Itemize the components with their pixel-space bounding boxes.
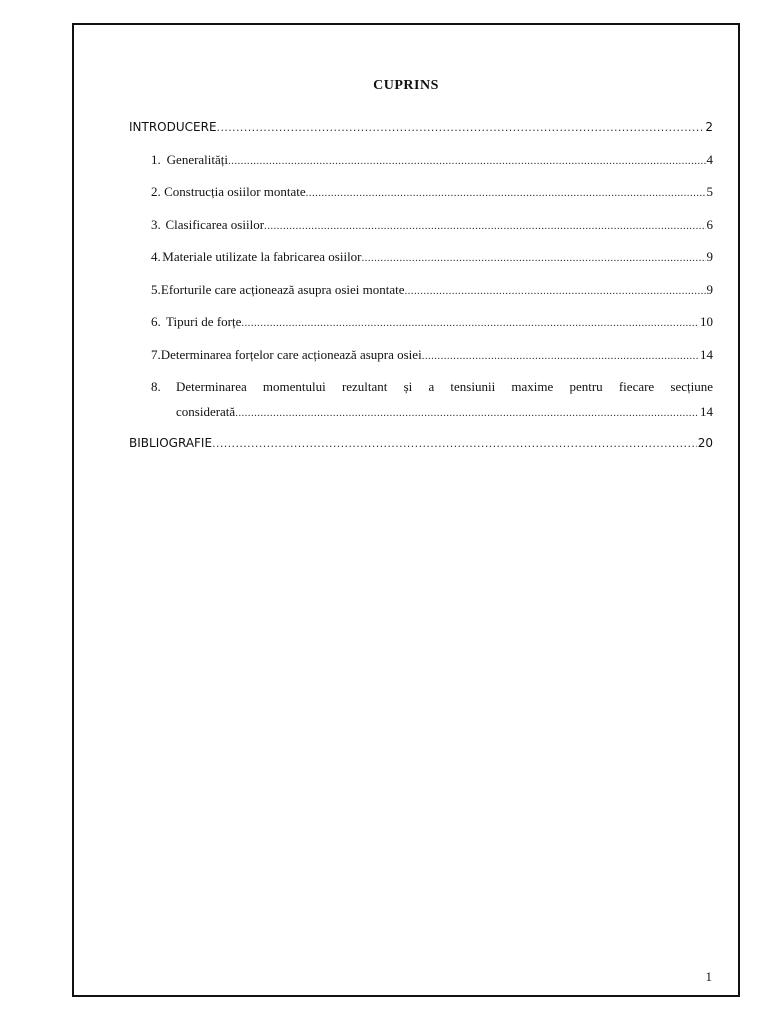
toc-entry-page: 20 bbox=[697, 436, 713, 450]
toc-entry-number: 7. bbox=[151, 346, 161, 362]
toc-entry-label: Materiale utilizate la fabricarea osiilor bbox=[162, 249, 362, 264]
toc-leader-dots bbox=[405, 281, 706, 301]
toc-entry-1[interactable] bbox=[129, 150, 713, 170]
toc-entry-page: 14 bbox=[700, 404, 713, 419]
footer-page-number: 1 bbox=[705, 969, 712, 984]
toc-entry-label: Clasificarea osiilor bbox=[165, 216, 265, 232]
toc-entry-bibliografie[interactable] bbox=[129, 433, 713, 453]
toc-leader-dots bbox=[241, 313, 699, 333]
toc-leader-dots bbox=[422, 346, 699, 366]
toc-leader-dots bbox=[235, 403, 699, 423]
toc-entry-8[interactable] bbox=[129, 377, 713, 422]
toc-entry-label: INTRODUCERE bbox=[129, 120, 217, 134]
toc-entry-number: 6. bbox=[151, 314, 161, 329]
toc-leader-dots bbox=[212, 434, 697, 454]
toc-entry-label: Construcția osiilor montate bbox=[164, 184, 306, 199]
toc-entry-first-line bbox=[151, 377, 713, 397]
toc-entry-5[interactable] bbox=[129, 280, 713, 300]
toc-entry-label: Eforturile care acționează asupra osiei montate bbox=[160, 281, 405, 297]
document-page bbox=[72, 23, 740, 997]
toc-entry-label: BIBLIOGRAFIE bbox=[129, 436, 213, 450]
toc-heading: CUPRINS bbox=[373, 78, 439, 93]
toc-entry-page: 9 bbox=[706, 281, 713, 297]
table-of-contents bbox=[129, 117, 713, 466]
toc-entry-4[interactable] bbox=[129, 247, 713, 267]
toc-entry-7[interactable] bbox=[129, 345, 713, 365]
toc-entry-page: 14 bbox=[700, 346, 713, 362]
toc-entry-6[interactable] bbox=[129, 312, 713, 332]
toc-leader-dots bbox=[306, 183, 706, 203]
toc-entry-number: 3. bbox=[151, 216, 161, 232]
toc-entry-number: 1. bbox=[151, 151, 161, 167]
toc-entry-introducere[interactable] bbox=[129, 117, 713, 137]
toc-entry-number: 4. bbox=[151, 249, 161, 264]
toc-entry-3[interactable] bbox=[129, 215, 713, 235]
toc-entry-number: 2. bbox=[151, 184, 161, 199]
toc-entry-page: 5 bbox=[706, 184, 713, 199]
toc-entry-page: 9 bbox=[706, 249, 713, 264]
toc-entry-number: 5. bbox=[151, 281, 161, 297]
toc-entry-page: 2 bbox=[705, 120, 713, 134]
toc-entry-label: Determinarea forțelor care acționează asupra osiei bbox=[160, 346, 422, 362]
toc-entry-label: Generalități bbox=[166, 151, 229, 167]
toc-entry-label: Determinarea momentului rezultant și a tensiunii maxime pentru fiecare secțiune bbox=[176, 379, 713, 394]
toc-leader-dots bbox=[217, 118, 705, 138]
toc-leader-dots bbox=[362, 248, 706, 268]
toc-entry-label-continued: considerată bbox=[176, 404, 236, 419]
toc-entry-number: 8. bbox=[151, 379, 161, 394]
toc-leader-dots bbox=[228, 151, 705, 171]
toc-entry-page: 4 bbox=[706, 151, 713, 167]
toc-entry-label: Tipuri de forțe bbox=[166, 314, 242, 329]
toc-entry-2[interactable] bbox=[129, 182, 713, 202]
toc-entry-page: 10 bbox=[700, 314, 713, 329]
toc-entry-page: 6 bbox=[706, 216, 713, 232]
toc-entry-second-line bbox=[151, 402, 713, 422]
toc-leader-dots bbox=[264, 216, 705, 236]
